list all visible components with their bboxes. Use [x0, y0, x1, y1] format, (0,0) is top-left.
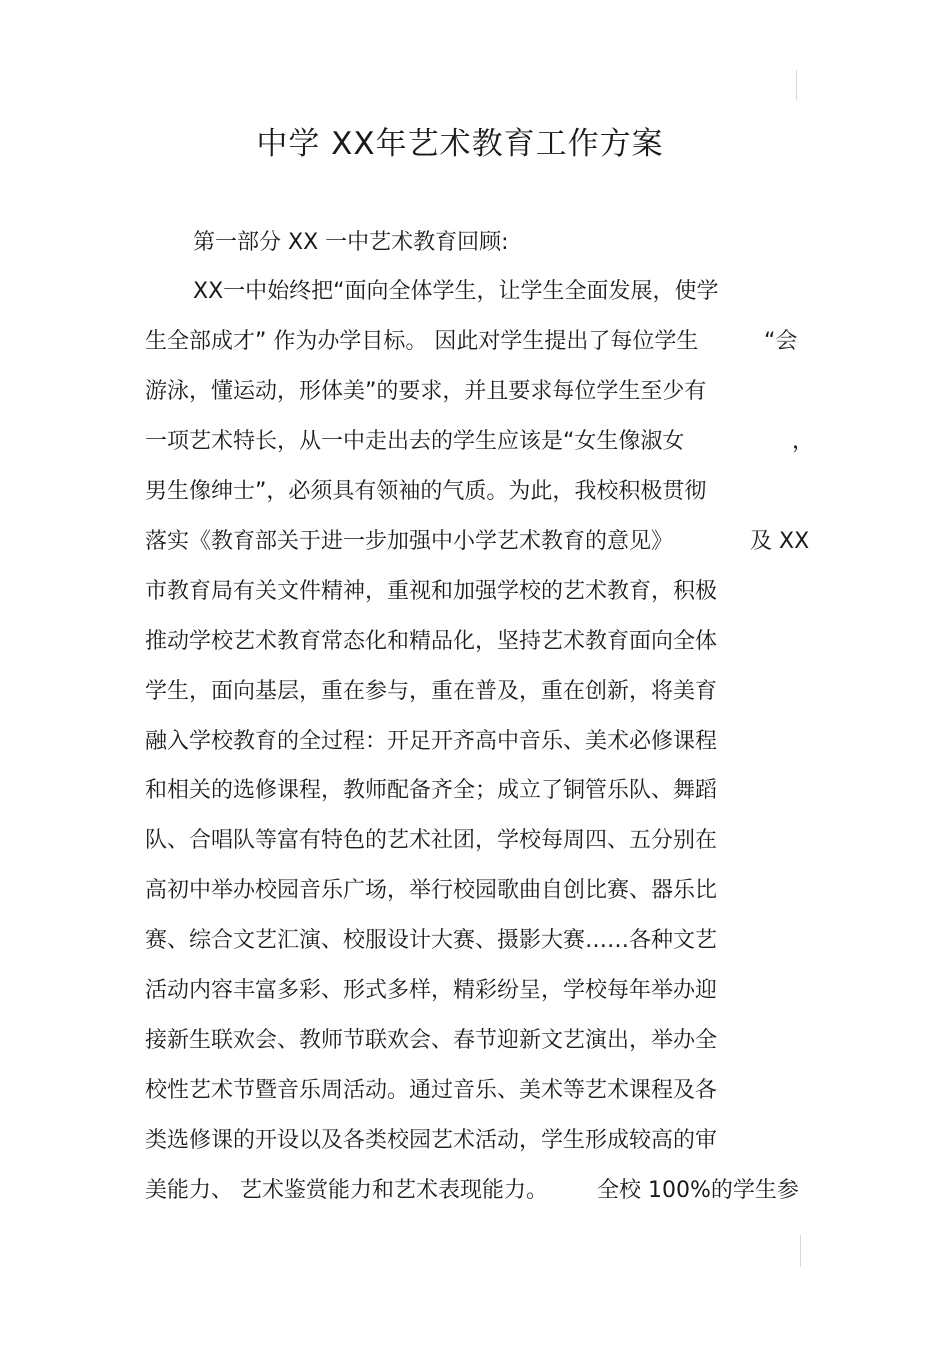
body-line: 生全部成才” 作为办学目标。 因此对学生提出了每位学生	[145, 329, 699, 354]
document-title: 中学 XX年艺术教育工作方案	[256, 126, 664, 162]
body-line: 男生像绅士”，必须具有领袖的气质。为此，我校积极贯彻	[145, 479, 707, 504]
body-line: 接新生联欢会、教师节联欢会、春节迎新文艺演出，举办全	[145, 1028, 718, 1053]
body-line: 落实《教育部关于进一步加强中小学艺术教育的意见》	[145, 529, 674, 554]
body-line-tail: 及 XX	[750, 529, 810, 554]
body-line: 学生，面向基层，重在参与，重在普及，重在创新，将美育	[145, 679, 718, 704]
body-line: 高初中举办校园音乐广场，举行校园歌曲自创比赛、器乐比	[145, 878, 718, 903]
body-line-tail: 全校 100%的学生参	[597, 1178, 799, 1203]
body-line: 一项艺术特长，从一中走出去的学生应该是“女生像淑女	[145, 429, 685, 454]
body-line: 类选修课的开设以及各类校园艺术活动，学生形成较高的审	[145, 1128, 718, 1153]
body-line: 融入学校教育的全过程：开足开齐高中音乐、美术必修课程	[145, 729, 718, 754]
body-line: 市教育局有关文件精神，重视和加强学校的艺术教育，积极	[145, 579, 718, 604]
body-line: 校性艺术节暨音乐周活动。通过音乐、美术等艺术课程及各	[145, 1078, 718, 1103]
body-line: XX一中始终把“面向全体学生，让学生全面发展，使学	[193, 279, 719, 304]
section-heading: 第一部分 XX 一中艺术教育回顾:	[193, 230, 509, 255]
body-line-tail: ，	[792, 429, 815, 454]
body-line: 美能力、 艺术鉴赏能力和艺术表现能力。	[145, 1178, 548, 1203]
page-corner-mark-top	[796, 70, 797, 100]
body-line: 赛、综合文艺汇演、校服设计大赛、摄影大赛……各种文艺	[145, 928, 718, 953]
body-line: 和相关的选修课程，教师配备齐全；成立了铜管乐队、舞蹈	[145, 778, 718, 803]
body-line: 活动内容丰富多彩、形式多样，精彩纷呈，学校每年举办迎	[145, 978, 718, 1003]
body-line: 推动学校艺术教育常态化和精品化，坚持艺术教育面向全体	[145, 629, 718, 654]
body-line-tail: “会	[764, 329, 798, 354]
body-line: 队、合唱队等富有特色的艺术社团，学校每周四、五分别在	[145, 828, 718, 853]
page-corner-mark-bottom	[800, 1235, 801, 1267]
body-line: 游泳，懂运动，形体美”的要求，并且要求每位学生至少有	[145, 379, 707, 404]
